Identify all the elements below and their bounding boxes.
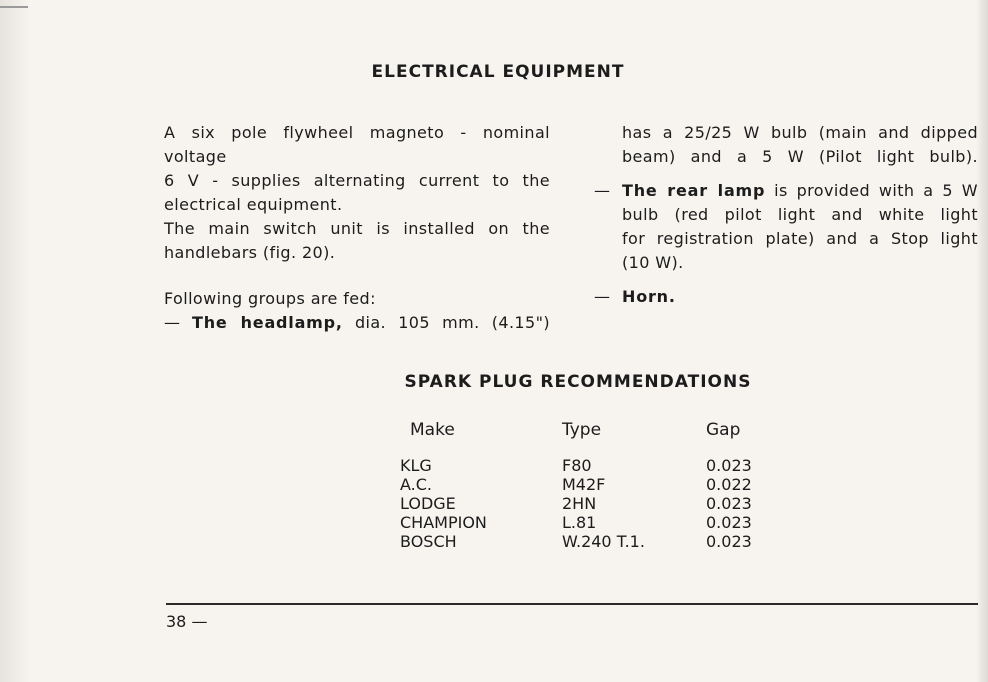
headlamp-item (164, 311, 550, 335)
gap-cell: 0.022 (706, 475, 752, 494)
rear-lamp-dash: — (594, 181, 611, 200)
right-column (594, 121, 978, 309)
type-cell: M42F (562, 475, 606, 494)
type-cell: F80 (562, 456, 592, 475)
type-cell: 2HN (562, 494, 597, 513)
make-cell: A.C. (400, 475, 433, 494)
type-cell: W.240 T.1. (562, 532, 645, 551)
headlamp-dash: — (164, 313, 181, 332)
horn-item (594, 285, 978, 309)
page-edge-shadow (976, 0, 988, 682)
gap-cell: 0.023 (706, 494, 752, 513)
corner-mark (0, 6, 28, 8)
switch-line-2: handlebars (fig. 20). (164, 243, 336, 262)
make-cell: BOSCH (400, 532, 457, 551)
rear-lamp-label: The rear lamp (622, 181, 766, 200)
rear-lamp-line-1: is provided with a 5 W (774, 181, 978, 200)
gap-cell: 0.023 (706, 456, 752, 475)
type-cell: L.81 (562, 513, 597, 532)
table-row (400, 456, 786, 475)
rear-lamp-line-3: for registration plate) and a Stop light (622, 229, 978, 248)
spark-plug-title: SPARK PLUG RECOMMENDATIONS (404, 372, 752, 392)
horn-dash: — (594, 287, 611, 306)
intro-line-1: A six pole flywheel magneto - nominal voltage (164, 123, 550, 166)
gap-cell: 0.023 (706, 513, 752, 532)
make-cell: LODGE (400, 494, 456, 513)
groups-fed-text: Following groups are fed: (164, 289, 376, 308)
headlamp-cont-line-2: beam) and a 5 W (Pilot light bulb). (622, 147, 978, 166)
page-binding-shadow (0, 0, 30, 682)
table-row (400, 513, 786, 532)
headlamp-dimension: dia. 105 mm. (4.15") (354, 313, 550, 332)
rear-lamp-line-4: (10 W). (622, 253, 684, 272)
page-title: ELECTRICAL EQUIPMENT (371, 62, 625, 82)
table-header-row (400, 420, 786, 456)
rear-lamp-line-2: bulb (red pilot light and white light (622, 205, 978, 224)
headlamp-cont-line-1: has a 25/25 W bulb (main and dipped (622, 123, 978, 142)
gap-cell: 0.023 (706, 532, 752, 551)
table-row (400, 532, 786, 551)
rear-lamp-item (594, 179, 978, 275)
header-type: Type (562, 420, 602, 440)
table-row (400, 475, 786, 494)
headlamp-label: The headlamp, (192, 313, 343, 332)
footer-rule (166, 603, 978, 605)
table-row (400, 494, 786, 513)
switch-line-1: The main switch unit is installed on the (164, 219, 550, 238)
horn-label: Horn. (622, 287, 676, 306)
intro-line-2: 6 V - supplies alternating current to the (164, 171, 550, 190)
spark-plug-table (400, 420, 786, 551)
make-cell: CHAMPION (400, 513, 487, 532)
make-cell: KLG (400, 456, 432, 475)
header-gap: Gap (706, 420, 741, 440)
page-number: 38 — (166, 612, 208, 631)
header-make: Make (410, 420, 455, 440)
intro-line-3: electrical equipment. (164, 195, 343, 214)
left-column (164, 121, 550, 335)
